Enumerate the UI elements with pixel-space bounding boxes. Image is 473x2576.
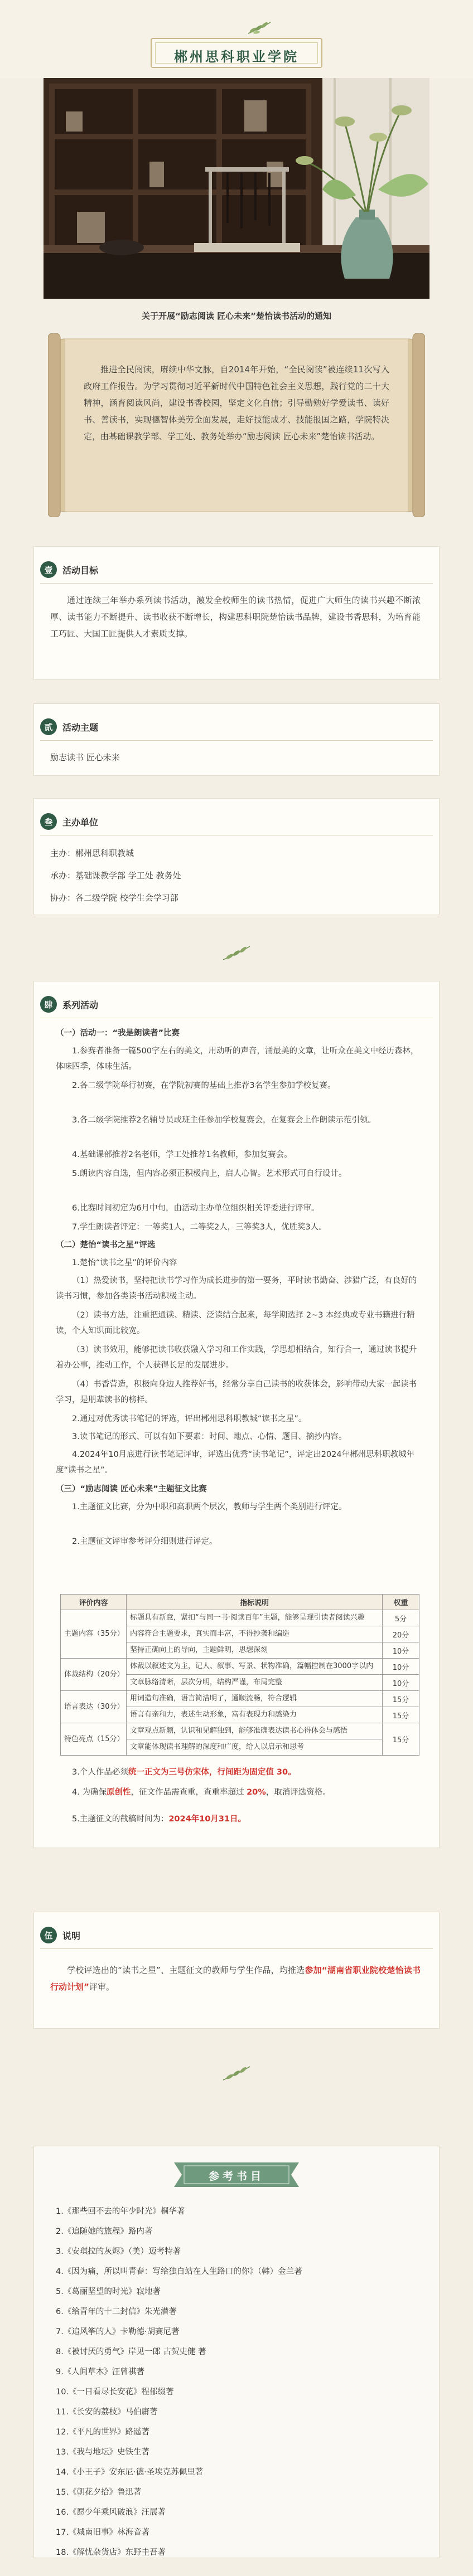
activity-line: （4）书香营造，积极向身边人推荐好书，经常分享自己读书的收获体会，影响带动大家一起读书学习，是朋辈读书的榜样。: [56, 1380, 417, 1404]
activity-line: 2.主题征文评审参考评分细则进行评定。: [72, 1537, 218, 1546]
criteria-item: 语言表达（30分）: [61, 1691, 127, 1723]
note-heading: [40, 1926, 80, 1944]
criteria-req: 文章观点新颖，认识和见解独到，能够准确表达读书心得体会与感悟: [127, 1723, 383, 1739]
notice-title: 关于开展“励志阅读 匠心未来”楚怡读书活动的通知: [142, 311, 331, 321]
highlight: 统一正文为三号仿宋体，行间距为固定值 30。: [128, 1768, 296, 1777]
table-header-row: [61, 1595, 419, 1610]
activity-line: 6.比赛时间初定为6月中旬，由活动主办单位组织相关评委进行评审。: [72, 1204, 320, 1213]
divider: [40, 583, 433, 584]
divider: [40, 1948, 433, 1949]
activity-line: （2）读书方法，注重把通读、精读、泛读结合起来，每学期选择 2~3 本经典或专业书籍进行精读，个人知识面比较宽。: [56, 1311, 415, 1335]
book-item: 10.《一日看尽长安花》程郁缀著: [56, 2388, 174, 2397]
activity-rule-font: 3.个人作品必须统一正文为三号仿宋体，行间距为固定值 30。: [72, 1768, 296, 1777]
criteria-weight: 10分: [383, 1642, 419, 1659]
book-item: 7.《追风筝的人》卡勒德·胡赛尼著: [56, 2327, 180, 2336]
org-co: 协办：各二级学院 校学生会学习部: [50, 893, 178, 903]
section-badge: 伍: [40, 1927, 57, 1943]
note-text: 学校评选出的“读书之星”、主题征文的教师与学生作品，均推选参加“湖南省职业院校楚怡读书行动计划”评审。: [50, 1965, 421, 1992]
table-row: [61, 1610, 419, 1626]
highlight: 原创性: [106, 1788, 131, 1797]
activity-line: 5.朗读内容自选，但内容必须正积极向上，启人心智。艺术形式可自行设计。: [72, 1169, 347, 1178]
criteria-req: 标题具有新意，紧扣“与同一书·阅读百年”主题，能够呈现引读者阅读兴趣: [127, 1610, 383, 1626]
activity-rule-originality: 4. 为确保原创性，征文作品需查重，查重率超过 20%，取消评选资格。: [72, 1788, 331, 1797]
activity-line: 4.基础课部推荐2名老师，学工处推荐1名教师，参加复赛会。: [72, 1150, 292, 1159]
activity-line: 1.主题征文比赛，分为中职和高职两个层次，教师与学生两个类别进行评定。: [72, 1503, 347, 1511]
book-item: 3.《安琪拉的灰烬》（美）迈考特著: [56, 2247, 181, 2256]
criteria-req: 体裁以叙述文为主，记人、叙事、写景、状物准确，篇幅控制在3000字以内: [127, 1659, 383, 1675]
criteria-weight: 5分: [383, 1610, 419, 1626]
activity-line: 2.各二级学院举行初赛，在学院初赛的基础上推荐3名学生参加学校复赛。: [72, 1081, 336, 1090]
section-title: 活动目标: [62, 565, 99, 576]
book-item: 8.《被讨厌的勇气》岸见一郎 古贺史健 著: [56, 2347, 206, 2356]
deadline-date: 2024年10月31日。: [168, 1815, 247, 1824]
book-item: 6.《给青年的十二封信》朱光潜著: [56, 2307, 177, 2316]
activity-heading-3: （三）“励志阅读 匠心未来”主题征文比赛: [56, 1485, 207, 1494]
theme-text: 励志读书 匠心未来: [50, 752, 120, 762]
divider: [40, 740, 433, 741]
table-row: [61, 1691, 419, 1707]
section-badge: 壹: [40, 561, 57, 578]
study-room-illustration: [44, 78, 429, 299]
hero-photo: [44, 78, 429, 299]
activity-line: 7.学生朗读者评定：一等奖1人，二等奖2人，三等奖3人，优胜奖3人。: [72, 1223, 327, 1232]
section-badge: 叁: [40, 813, 57, 830]
criteria-req: 用词造句准确，语言简洁明了，通顺流畅，符合逻辑: [127, 1691, 383, 1707]
section-title: 主办单位: [62, 816, 99, 828]
book-item: 1.《那些回不去的年少时光》桐华著: [56, 2207, 185, 2216]
criteria-weight: 15分: [383, 1691, 419, 1707]
books-title: 参考书目: [208, 2170, 264, 2183]
activity-line: （3）读书效用，能够把读书收获融入学习和工作实践，学思想相结合，知行合一，通过读书提升着办公事，推动工作，个人获得长足的发展进步。: [56, 1345, 417, 1370]
page-header: [0, 0, 473, 78]
leaf-sprig-icon: [221, 942, 252, 964]
criteria-item: 体裁结构（20分）: [61, 1659, 127, 1691]
criteria-item: 主题内容（35分）: [61, 1610, 127, 1659]
criteria-req: 坚持正确向上的导向，主题鲜明，思想深刻: [127, 1642, 383, 1659]
activity-line: 3.读书笔记的形式、可以有如下要素：时间、地点、心情、题目、摘抄内容。: [72, 1432, 347, 1441]
column-header: 评价内容: [61, 1595, 127, 1610]
book-item: 12.《平凡的世界》路遥著: [56, 2428, 150, 2437]
goal-heading: [40, 561, 98, 579]
criteria-weight: 20分: [383, 1626, 419, 1642]
activities-heading: [40, 995, 98, 1013]
criteria-table: [60, 1594, 419, 1756]
activity-line: 2.通过对优秀读书笔记的评选，评出郴州思科职教城“读书之星”。: [72, 1415, 307, 1423]
section-badge: 贰: [40, 718, 57, 735]
goal-text: 通过连续三年举办系列读书活动，激发全校师生的读书热情，促进广大师生的读书兴趣不断浓厚、读书能力不断提升、读书收获不断增长，构建思科职院楚怡读书品牌，建设书香思科，为培育能工巧匠、大国工匠提供人才素质支撑。: [50, 595, 421, 639]
activity-line: 1.参赛者准备一篇500字左右的美文，用动听的声音，涌最美的文章，让听众在美文中经历森林，体味四季，体味生活。: [56, 1047, 419, 1071]
book-item: 15.《朝花夕拾》鲁迅著: [56, 2488, 142, 2497]
program-link[interactable]: 参加“湖南省职业院校楚怡读书行动计划”: [50, 1965, 421, 1992]
activity-line: 4.2024年10月底进行读书笔记评审，评选出优秀“读书笔记”，评定出2024年郴州思科职教城年度“读书之星”。: [56, 1450, 415, 1475]
column-header: 权重: [383, 1595, 419, 1610]
criteria-weight: 15分: [383, 1723, 419, 1756]
activity-rule-deadline: 5.主题征文的截稿时间为：2024年10月31日。: [72, 1815, 247, 1824]
org-organizer: 承办：基础课教学部 学工处 教务处: [50, 871, 181, 881]
book-item: 9.《人间草木》汪曾祺著: [56, 2368, 144, 2376]
criteria-req: 文章脉络清晰，层次分明，结构严谨，布局完整: [127, 1675, 383, 1691]
activity-line: 1.楚怡“读书之星”的评价内容: [72, 1258, 177, 1267]
criteria-req: 文章能体现读书理解的深度和广度，给人以启示和思考: [127, 1739, 383, 1756]
activity-heading-1: （一）活动一：“我是朗读者”比赛: [56, 1029, 180, 1038]
book-item: 18.《解忧杂货店》东野圭吾著: [56, 2548, 166, 2557]
criteria-item: 特色亮点（15分）: [61, 1723, 127, 1756]
criteria-req: 语言有亲和力，表述生动形象，富有表现力和感染力: [127, 1707, 383, 1723]
table-row: [61, 1659, 419, 1675]
school-name-banner: [151, 38, 322, 68]
column-header: 指标说明: [127, 1595, 383, 1610]
leaf-sprig-icon: [245, 17, 273, 39]
book-item: 13.《我与地坛》史铁生著: [56, 2448, 150, 2457]
school-name: 郴州思科职业学院: [174, 49, 299, 65]
book-item: 14.《小王子》安东尼·德·圣埃克苏佩里著: [56, 2468, 204, 2477]
book-item: 5.《葛丽坚望的时光》寂地著: [56, 2287, 161, 2296]
criteria-weight: 15分: [383, 1707, 419, 1723]
book-item: 17.《城南旧事》林海音著: [56, 2528, 150, 2537]
section-title: 系列活动: [62, 999, 99, 1010]
org-heading: [40, 813, 98, 830]
criteria-req: 内容符合主题要求，真实而丰富，不得抄袭和编造: [127, 1626, 383, 1642]
criteria-weight: 10分: [383, 1659, 419, 1675]
section-title: 说明: [62, 1930, 81, 1941]
book-item: 16.《愿少年乘风破浪》汪展著: [56, 2508, 166, 2517]
notice-intro: 推进全民阅读，赓续中华文脉，自2014年开始，“全民阅读”被连续11次写入政府工作报告。为学习贯彻习近平新时代中国特色社会主义思想，践行党的二十大精神，涵育阅读风尚，建设书香校园，坚定文化自信；引导勤勉好学爱读书、读好书、善读书，实现德智体美劳全面发展，走好技能成才、技能报国之路，学院特决定，由基础课教学部、学工处、教务处举办“励志阅读 匠心未来”楚怡读书活动。: [84, 364, 389, 441]
highlight: 20%: [247, 1788, 266, 1797]
section-title: 活动主题: [62, 722, 99, 733]
activity-line: （1）热爱读书，坚持把读书学习作为成长进步的第一要务，平时读书勤奋、涉猎广泛，有良好的读书习惯，参加各类读书活动积极主动。: [56, 1276, 417, 1301]
activity-heading-2: （二）楚怡“读书之星”评选: [56, 1241, 156, 1250]
table-row: [61, 1723, 419, 1739]
book-item: 2.《追随她的旅程》路内著: [56, 2227, 153, 2236]
section-badge: 肆: [40, 996, 57, 1013]
book-item: 11.《长安的荔枝》马伯庸著: [56, 2408, 158, 2417]
theme-heading: [40, 718, 98, 736]
org-host: 主办：郴州思科职教城: [50, 848, 134, 858]
book-item: 4.《因为痛，所以叫青春：写给独自站在人生路口的你》（韩）金兰著: [56, 2267, 302, 2276]
leaf-sprig-icon: [221, 2062, 252, 2084]
criteria-weight: 10分: [383, 1675, 419, 1691]
activity-line: 3.各二级学院推荐2名辅导员或班主任参加学校复赛会，在复赛会上作朗读示范引领。: [72, 1116, 377, 1125]
